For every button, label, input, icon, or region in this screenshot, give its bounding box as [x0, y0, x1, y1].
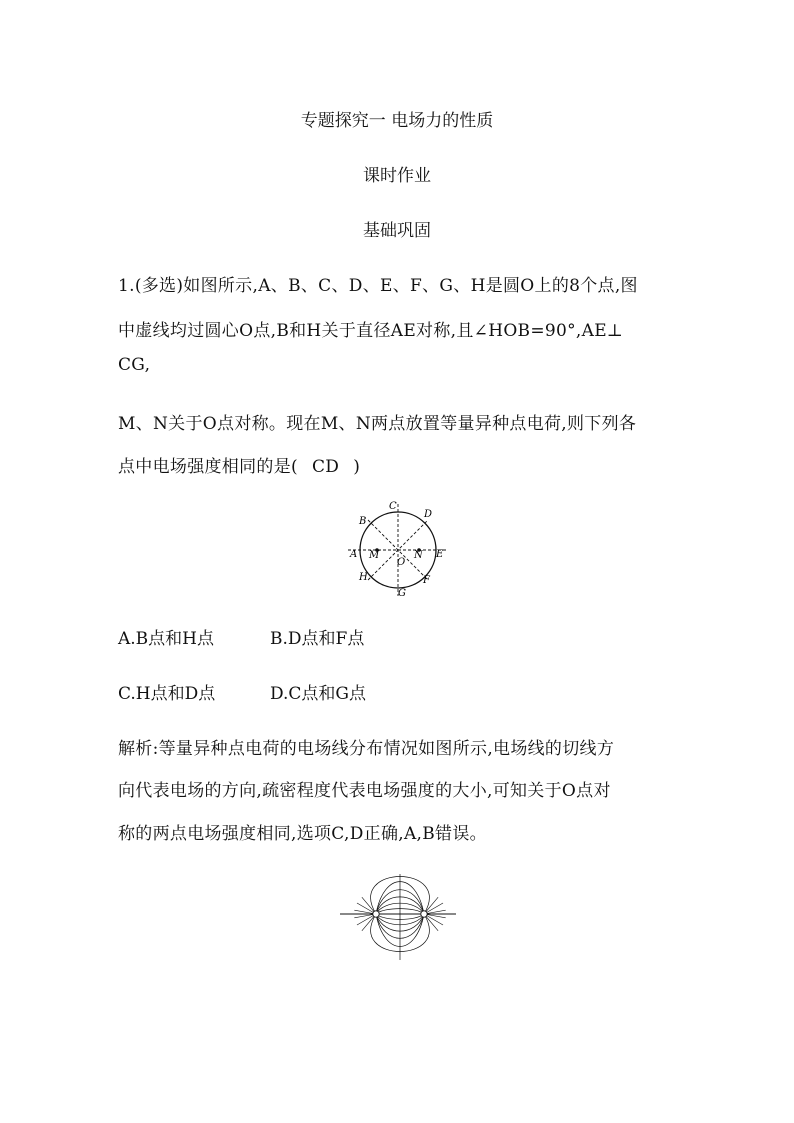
label-h: H	[359, 572, 368, 583]
document-title: 专题探究一 电场力的性质	[300, 111, 494, 131]
label-d: D	[424, 509, 433, 520]
field-lines-figure	[338, 872, 458, 962]
option-d: D.C点和G点	[270, 684, 367, 704]
option-b: B.D点和F点	[270, 629, 365, 649]
label-n: N	[414, 550, 423, 561]
option-c: C.H点和D点	[118, 684, 216, 704]
label-e: E	[436, 549, 444, 560]
positive-charge	[373, 911, 379, 917]
question-line-5	[118, 452, 360, 477]
label-g: G	[398, 588, 406, 598]
label-m: M	[369, 550, 380, 561]
analysis-line-1: 解析:等量异种点电荷的电场线分布情况如图所示,电场线的切线方	[118, 739, 615, 759]
option-a: A.B点和H点	[118, 629, 214, 649]
question-prefix: 点中电场强度相同的是(	[118, 457, 298, 477]
analysis-line-3: 称的两点电场强度相同,选项C,D正确,A,B错误。	[118, 824, 487, 844]
label-f: F	[423, 575, 430, 586]
question-line-1: 1.(多选)如图所示,A、B、C、D、E、F、G、H是圆O上的8个点,图	[118, 276, 638, 296]
circle-figure	[340, 496, 450, 598]
label-c: C	[389, 501, 397, 512]
question-line-2: 中虚线均过圆心O点,B和H关于直径AE对称,且∠HOB=90°,AE⊥	[118, 321, 624, 341]
analysis-line-2: 向代表电场的方向,疏密程度代表电场强度的大小,可知关于O点对	[118, 781, 611, 801]
label-a: A	[350, 549, 358, 560]
section-heading: 基础巩固	[363, 221, 431, 241]
label-b: B	[359, 516, 367, 527]
answer-text: CD	[311, 457, 340, 477]
negative-charge	[421, 911, 427, 917]
question-line-3: CG,	[118, 355, 151, 375]
label-o: O	[397, 557, 406, 568]
question-suffix: )	[353, 457, 361, 477]
document-subtitle: 课时作业	[363, 166, 431, 186]
question-line-4: M、N关于O点对称。现在M、N两点放置等量异种点电荷,则下列各	[118, 414, 637, 434]
